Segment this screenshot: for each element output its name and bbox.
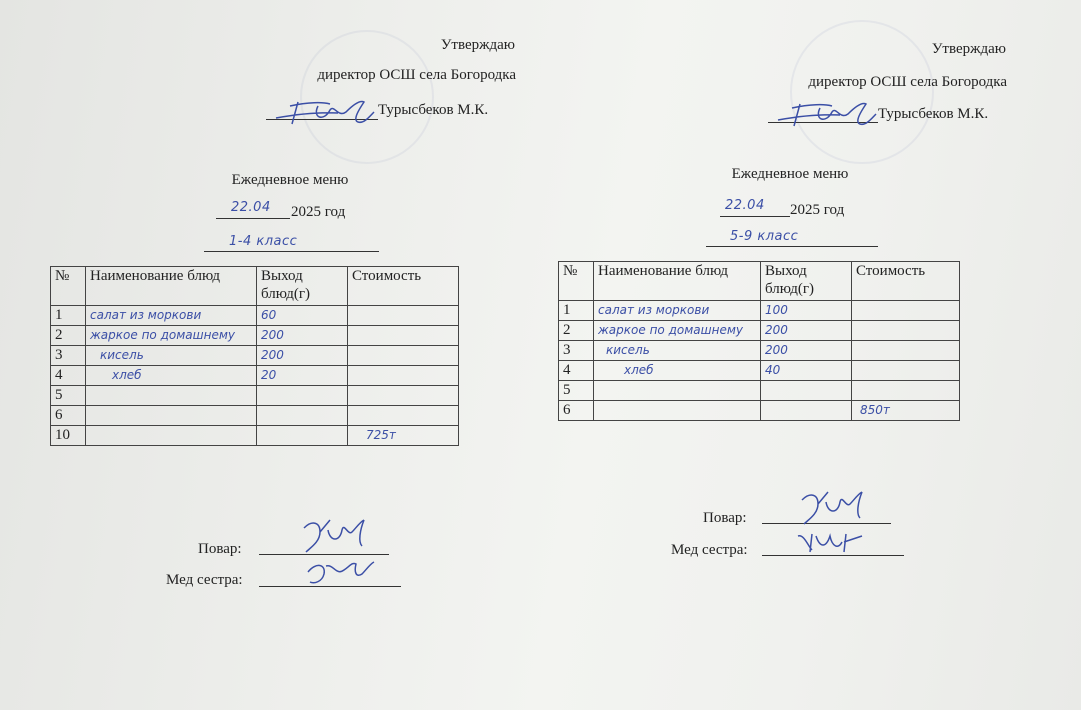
row-dish: кисель	[594, 341, 761, 361]
row-number: 5	[51, 386, 86, 406]
row-dish	[86, 386, 257, 406]
right-director: директор ОСШ села Богородка	[808, 74, 1007, 90]
row-cost	[852, 361, 960, 381]
left-director: директор ОСШ села Богородка	[317, 67, 516, 83]
row-number: 3	[559, 341, 594, 361]
header-cost: Стоимость	[348, 267, 459, 306]
row-dish	[594, 401, 761, 421]
left-menu-title: Ежедневное меню	[231, 172, 349, 188]
table-row	[51, 426, 459, 446]
row-cost: 850т	[852, 401, 960, 421]
header-number: №	[559, 262, 594, 301]
table-row	[559, 401, 960, 421]
row-cost	[852, 321, 960, 341]
header-dish-name: Наименование блюд	[86, 267, 257, 306]
right-approve: Утверждаю	[931, 41, 1006, 57]
header-number: №	[51, 267, 86, 306]
right-class-line	[706, 246, 878, 247]
row-cost	[348, 306, 459, 326]
row-dish: хлеб	[86, 366, 257, 386]
right-menu-title: Ежедневное меню	[731, 166, 849, 182]
table-header-row	[51, 267, 459, 306]
row-dish: кисель	[86, 346, 257, 366]
table-row	[51, 366, 459, 386]
table-row	[51, 346, 459, 366]
row-weight: 60	[257, 306, 348, 326]
row-number: 10	[51, 426, 86, 446]
row-dish: жаркое по домашнему	[594, 321, 761, 341]
row-number: 4	[559, 361, 594, 381]
row-number: 6	[559, 401, 594, 421]
left-approve: Утверждаю	[440, 37, 515, 53]
header-cost: Стоимость	[852, 262, 960, 301]
left-year: 2025 год	[291, 204, 346, 220]
table-row	[51, 306, 459, 326]
right-year: 2025 год	[790, 202, 845, 218]
left-date: 22.04	[231, 200, 271, 215]
table-row	[51, 386, 459, 406]
row-weight	[761, 401, 852, 421]
row-number: 1	[51, 306, 86, 326]
row-weight	[257, 386, 348, 406]
row-cost: 725т	[348, 426, 459, 446]
left-director-signature	[268, 94, 378, 128]
row-dish: салат из моркови	[594, 301, 761, 321]
row-cost	[852, 301, 960, 321]
table-row	[51, 406, 459, 426]
row-cost	[348, 346, 459, 366]
row-weight: 20	[257, 366, 348, 386]
table-row	[559, 381, 960, 401]
right-class: 5-9 класс	[730, 229, 799, 244]
row-weight	[257, 426, 348, 446]
row-dish	[86, 426, 257, 446]
right-date: 22.04	[725, 198, 765, 213]
row-weight: 200	[761, 321, 852, 341]
left-cook-label: Повар:	[198, 541, 242, 557]
right-nurse-label: Мед сестра:	[671, 542, 748, 558]
right-nurse-signature	[790, 524, 870, 560]
row-weight: 200	[761, 341, 852, 361]
table-row	[51, 326, 459, 346]
table-row	[559, 301, 960, 321]
row-weight: 100	[761, 301, 852, 321]
header-weight: Выход блюд(г)	[761, 262, 852, 301]
right-director-signature	[770, 96, 880, 130]
row-cost	[348, 366, 459, 386]
row-number: 3	[51, 346, 86, 366]
left-director-name: Турысбеков М.К.	[378, 102, 489, 118]
right-cook-label: Повар:	[703, 510, 747, 526]
left-nurse-label: Мед сестра:	[166, 572, 243, 588]
table-row	[559, 341, 960, 361]
row-cost	[852, 381, 960, 401]
row-cost	[348, 406, 459, 426]
right-director-name: Турысбеков М.К.	[878, 106, 989, 122]
left-date-line	[216, 218, 290, 219]
row-number: 1	[559, 301, 594, 321]
header-weight: Выход блюд(г)	[257, 267, 348, 306]
row-weight: 40	[761, 361, 852, 381]
left-class: 1-4 класс	[229, 234, 298, 249]
row-dish	[594, 381, 761, 401]
row-weight	[257, 406, 348, 426]
row-number: 4	[51, 366, 86, 386]
row-number: 2	[51, 326, 86, 346]
row-cost	[348, 386, 459, 406]
right-menu-table	[558, 261, 960, 421]
row-cost	[348, 326, 459, 346]
row-dish	[86, 406, 257, 426]
right-date-line	[720, 216, 790, 217]
left-menu-table	[50, 266, 459, 446]
row-dish: хлеб	[594, 361, 761, 381]
row-cost	[852, 341, 960, 361]
row-dish: жаркое по домашнему	[86, 326, 257, 346]
table-row	[559, 361, 960, 381]
row-number: 5	[559, 381, 594, 401]
table-row	[559, 321, 960, 341]
row-weight	[761, 381, 852, 401]
row-number: 2	[559, 321, 594, 341]
row-weight: 200	[257, 346, 348, 366]
row-weight: 200	[257, 326, 348, 346]
row-dish: салат из моркови	[86, 306, 257, 326]
left-class-line	[204, 251, 379, 252]
table-header-row	[559, 262, 960, 301]
row-number: 6	[51, 406, 86, 426]
header-dish-name: Наименование блюд	[594, 262, 761, 301]
left-nurse-signature	[300, 552, 380, 588]
